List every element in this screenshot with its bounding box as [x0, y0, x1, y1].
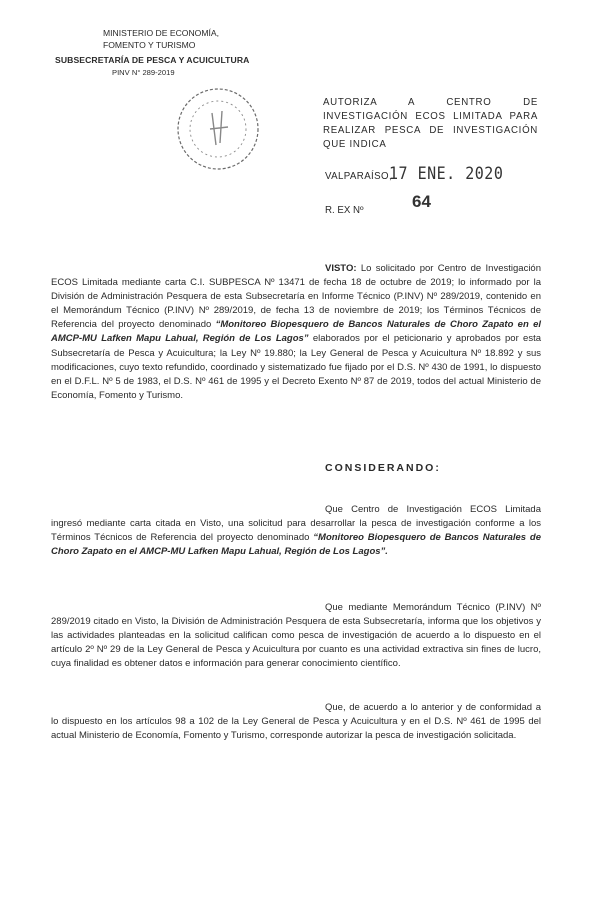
- visto-text-a: Lo solicitado por Centro de Investigación ECOS Limitada mediante carta C.I. SUBPESCA Nº 13471 de fecha 18 de octubre de 2019; lo informado por la División de Administración Pesquera de esta Subsecretaría en Informe Técnico (P.INV) Nº 289/2019, contenido en el Memorándum Técnico (P.INV) Nº 289/2019, de fecha 13 de noviembre de 2019; los Términos Técnicos de Referencia del proyecto denominado: [51, 263, 541, 331]
- visto-project-title: “Monitoreo Biopesquero de Bancos Naturales de Choro Zapato en el AMCP-MU Lafken Mapu Lahual, Región de Los Lagos”: [51, 319, 541, 345]
- document-subject: AUTORIZA A CENTRO DE INVESTIGACIÓN ECOS LIMITADA PARA REALIZAR PESCA DE INVESTIGACIÓN QUE INDICA: [323, 97, 538, 150]
- considerando-paragraph-2: [51, 601, 541, 671]
- ministry-line: MINISTERIO DE ECONOMÍA,: [103, 28, 220, 38]
- visto-text-b: elaborados por el peticionario y aprobados por esta Subsecretaría de Pesca y Acuicultura; la Ley Nº 19.880; la Ley General de Pesca y Acuicultura Nº 18.892 y sus modificaciones, cuyo texto refundido, coordinado y sistematizado fue fijado por el D.S. Nº 430 de 1991, lo dispuesto en el D.F.L. Nº 5 de 1983, el D.S. Nº 461 de 1995 y el Decreto Exento Nº 87 de 2019, todos del actual Ministerio de Economía, Fomento y Turismo.: [51, 333, 541, 401]
- date-stamp: 17 ENE. 2020: [389, 163, 504, 184]
- ministry-line-2: FOMENTO Y TURISMO: [103, 40, 196, 50]
- visto-paragraph: [51, 262, 541, 403]
- undersecretariat-line: SUBSECRETARÍA DE PESCA Y ACUICULTURA: [55, 55, 250, 65]
- resolution-number: 64: [412, 192, 431, 211]
- para1-project-title: “Monitoreo Biopesquero de Bancos Naturales de Choro Zapato en el AMCP-MU Lafken Mapu Lahual, Región de Los Lagos”.: [51, 532, 542, 558]
- place-label: VALPARAÍSO,: [325, 171, 393, 182]
- considerando-heading: CONSIDERANDO:: [325, 462, 441, 474]
- para2-text: Que mediante Memorándum Técnico (P.INV) Nº 289/2019 citado en Visto, la División de Administración Pesquera de esta Subsecretaría, informa que los objetivos y las actividades planteadas en la solicitud califican como pesca de investigación de acuerdo a lo dispuesto en el artículo 2º Nº 29 de la Ley General de Pesca y Acuicultura por cuanto es una actividad extractiva sin fines de lucro, cuya finalidad es obtener datos e información para generar conocimiento científico.: [51, 602, 541, 670]
- pinv-reference: PINV N° 289-2019: [112, 68, 175, 77]
- para1-text: Que Centro de Investigación ECOS Limitada ingresó mediante carta citada en Visto, una solicitud para desarrollar la pesca de investigación conforme a los Términos Técnicos de Referencia del proyecto denominado: [51, 504, 541, 544]
- para3-text: Que, de acuerdo a lo anterior y de conformidad a lo dispuesto en los artículos 98 a 102 de la Ley General de Pesca y Acuicultura y en el D.S. Nº 461 de 1995 del actual Ministerio de Economía, Fomento y Turismo, corresponde autorizar la pesca de investigación solicitada.: [51, 702, 541, 742]
- visto-label: VISTO:: [325, 263, 357, 274]
- considerando-paragraph-3: [51, 701, 541, 743]
- resolution-label: R. EX Nº: [325, 205, 364, 216]
- considerando-paragraph-1: [51, 503, 541, 559]
- official-stamp-icon: [172, 83, 264, 175]
